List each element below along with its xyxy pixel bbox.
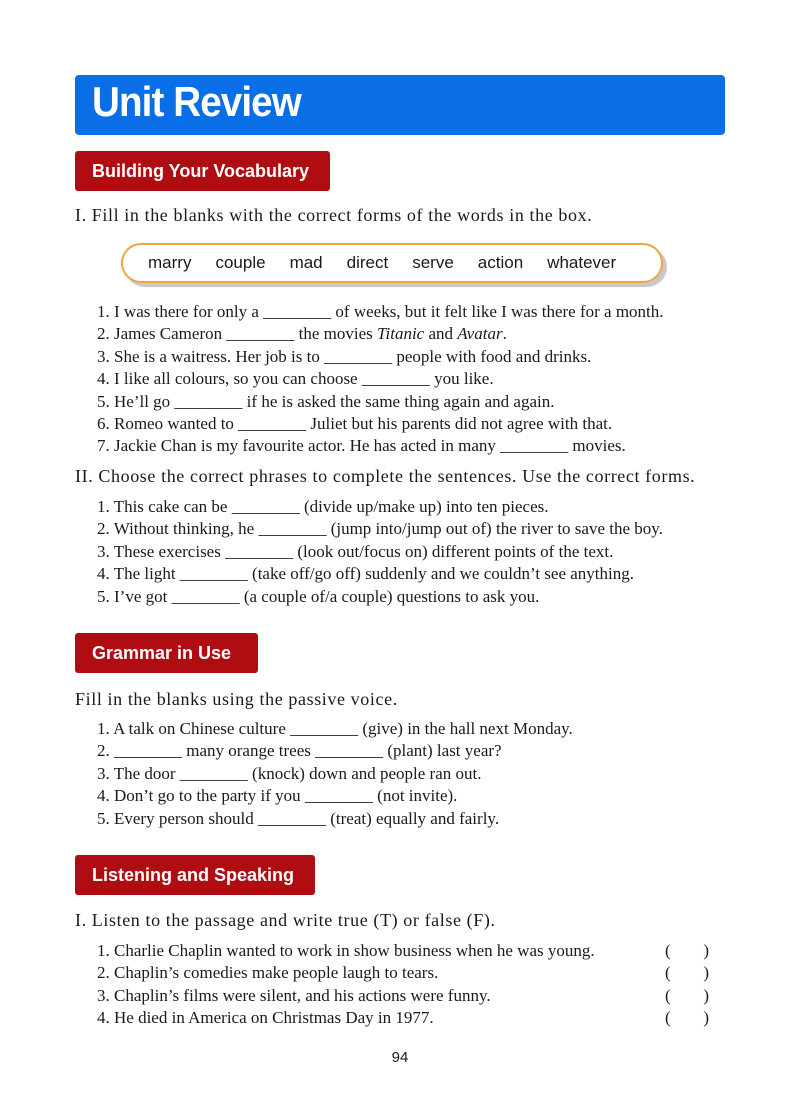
list-item: 4. Don’t go to the party if you ________ (not invite). bbox=[97, 786, 458, 806]
list-item: 1. This cake can be ________ (divide up/make up) into ten pieces. bbox=[97, 497, 549, 516]
list-item: 3. Chaplin’s films were silent, and his actions were funny. ( ) bbox=[97, 985, 595, 1007]
list-item: 2. Chaplin’s comedies make people laugh to tears. ( ) bbox=[97, 962, 595, 984]
grammar-list bbox=[97, 718, 573, 830]
list-item: 1. Charlie Chaplin wanted to work in show business when he was young. ( ) bbox=[97, 940, 595, 962]
answer-parentheses[interactable]: ( ) bbox=[665, 1008, 709, 1028]
list-item: 2. ________ many orange trees ________ (plant) last year? bbox=[97, 741, 502, 761]
list-item: 2. James Cameron ________ the movies Titanic and Avatar. bbox=[97, 324, 507, 344]
word-box-item: action bbox=[477, 253, 524, 272]
word-box bbox=[121, 243, 663, 283]
answer-parentheses[interactable]: ( ) bbox=[665, 941, 709, 960]
listening-list bbox=[97, 940, 709, 1030]
list-item: 3. The door ________ (knock) down and people ran out. bbox=[97, 763, 482, 783]
list-item: 4. I like all colours, so you can choose ________ you like. bbox=[97, 369, 494, 389]
list-item: 5. Every person should ________ (treat) equally and fairly. bbox=[97, 808, 500, 828]
vocab-list-1 bbox=[97, 301, 664, 458]
section-heading-grammar: Grammar in Use bbox=[75, 633, 258, 673]
listening-instruction: I. Listen to the passage and write true (T) or false (F). bbox=[75, 910, 496, 930]
word-box-item: couple bbox=[215, 253, 266, 272]
list-item: 3. She is a waitress. Her job is to ________ people with food and drinks. bbox=[97, 346, 592, 366]
vocab-instruction-2: II. Choose the correct phrases to complete the sentences. Use the correct forms. bbox=[75, 466, 696, 486]
page-number: 94 bbox=[391, 1049, 409, 1066]
word-box-item: whatever bbox=[547, 253, 617, 272]
word-box-item: direct bbox=[346, 253, 389, 272]
grammar-instruction: Fill in the blanks using the passive voice. bbox=[75, 689, 398, 709]
answer-parentheses[interactable]: ( ) bbox=[665, 963, 709, 983]
answer-parentheses[interactable]: ( ) bbox=[665, 985, 709, 1005]
list-item: 5. I’ve got ________ (a couple of/a couple) questions to ask you. bbox=[97, 586, 540, 606]
unit-banner bbox=[75, 75, 725, 135]
list-item: 7. Jackie Chan is my favourite actor. He has acted in many ________ movies. bbox=[97, 436, 626, 456]
vocab-instruction-1: I. Fill in the blanks with the correct forms of the words in the box. bbox=[75, 205, 593, 225]
list-item: 2. Without thinking, he ________ (jump into/jump out of) the river to save the boy. bbox=[97, 519, 663, 539]
word-box-item: mad bbox=[289, 253, 323, 272]
vocab-list-2 bbox=[97, 496, 663, 608]
list-item: 1. I was there for only a ________ of weeks, but it felt like I was there for a month. bbox=[97, 302, 664, 321]
section-heading-vocabulary: Building Your Vocabulary bbox=[75, 151, 330, 191]
word-box-item: marry bbox=[148, 253, 192, 272]
page-title: Unit Review bbox=[92, 78, 301, 125]
list-item: 6. Romeo wanted to ________ Juliet but his parents did not agree with that. bbox=[97, 413, 613, 433]
list-item: 4. He died in America on Christmas Day in 1977. ( ) bbox=[97, 1007, 595, 1029]
word-box-item: serve bbox=[412, 253, 454, 272]
list-item: 3. These exercises ________ (look out/focus on) different points of the text. bbox=[97, 541, 614, 561]
list-item: 4. The light ________ (take off/go off) suddenly and we couldn’t see anything. bbox=[97, 564, 634, 584]
list-item: 5. He’ll go ________ if he is asked the same thing again and again. bbox=[97, 391, 555, 411]
section-heading-listening: Listening and Speaking bbox=[75, 855, 315, 895]
list-item: 1. A talk on Chinese culture ________ (give) in the hall next Monday. bbox=[97, 719, 573, 738]
